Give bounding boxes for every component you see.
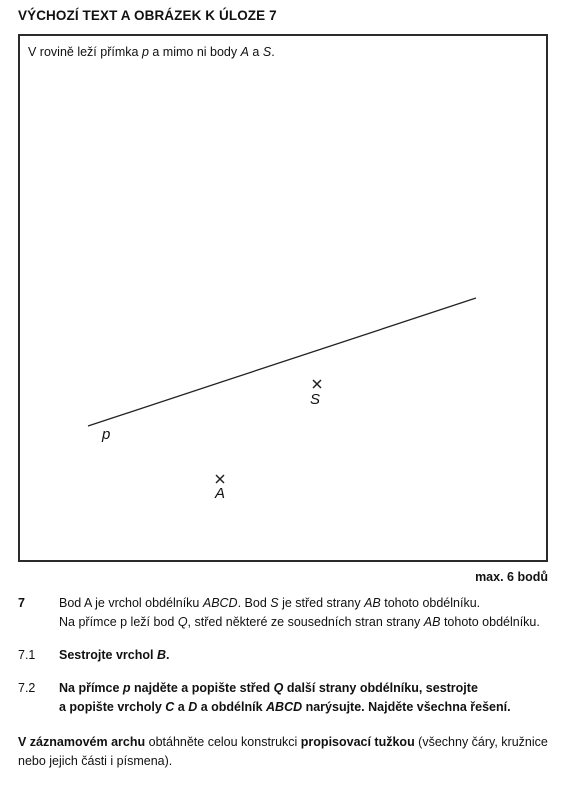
answer-sheet-instruction: V záznamovém archu obtáhněte celou konstrukci propisovací tužkou (všechny čáry, kružnice nebo jejich části i písmena). [18, 735, 548, 768]
task-7-1 [18, 646, 558, 666]
max-points: max. 6 bodů [475, 570, 548, 584]
task-number: 7.1 [18, 648, 36, 662]
point-s-label: S [310, 391, 321, 408]
task-line: Na přímce p leží bod Q, střed některé ze sousedních stran strany AB tohoto obdélníku. [59, 615, 540, 629]
task-7 [18, 594, 558, 634]
line-p [88, 298, 476, 426]
task-number: 7 [18, 596, 25, 610]
task-line: Bod A je vrchol obdélníku ABCD. Bod S je střed strany AB tohoto obdélníku. [59, 596, 481, 610]
intro-text-part: a [248, 45, 263, 59]
intro-line-p: p [141, 45, 149, 59]
task-text: Sestrojte vrchol B. [59, 648, 170, 662]
line-p-label: p [102, 426, 111, 443]
intro-point-s: S [262, 45, 272, 59]
point-a-label: A [215, 485, 226, 502]
point-s-marker [313, 380, 321, 388]
task-text [59, 679, 559, 717]
task-number: 7.2 [18, 681, 36, 695]
task-text [59, 594, 559, 632]
intro-point-a: A [240, 45, 249, 59]
task-line: a popište vrcholy C a D a obdélník ABCD narýsujte. Najděte všechna řešení. [59, 700, 511, 714]
task-line: Na přímce p najděte a popište střed Q další strany obdélníku, sestrojte [59, 681, 478, 695]
section-heading: VÝCHOZÍ TEXT A OBRÁZEK K ÚLOZE 7 [18, 8, 277, 23]
geometry-figure [20, 36, 546, 560]
point-a-marker [216, 475, 224, 483]
intro-text-part: V rovině leží přímka [28, 45, 142, 59]
intro-text-part: . [271, 45, 275, 59]
task-7-2 [18, 679, 558, 719]
figure-box [18, 34, 548, 562]
intro-text-part: a mimo ni body [148, 45, 241, 59]
